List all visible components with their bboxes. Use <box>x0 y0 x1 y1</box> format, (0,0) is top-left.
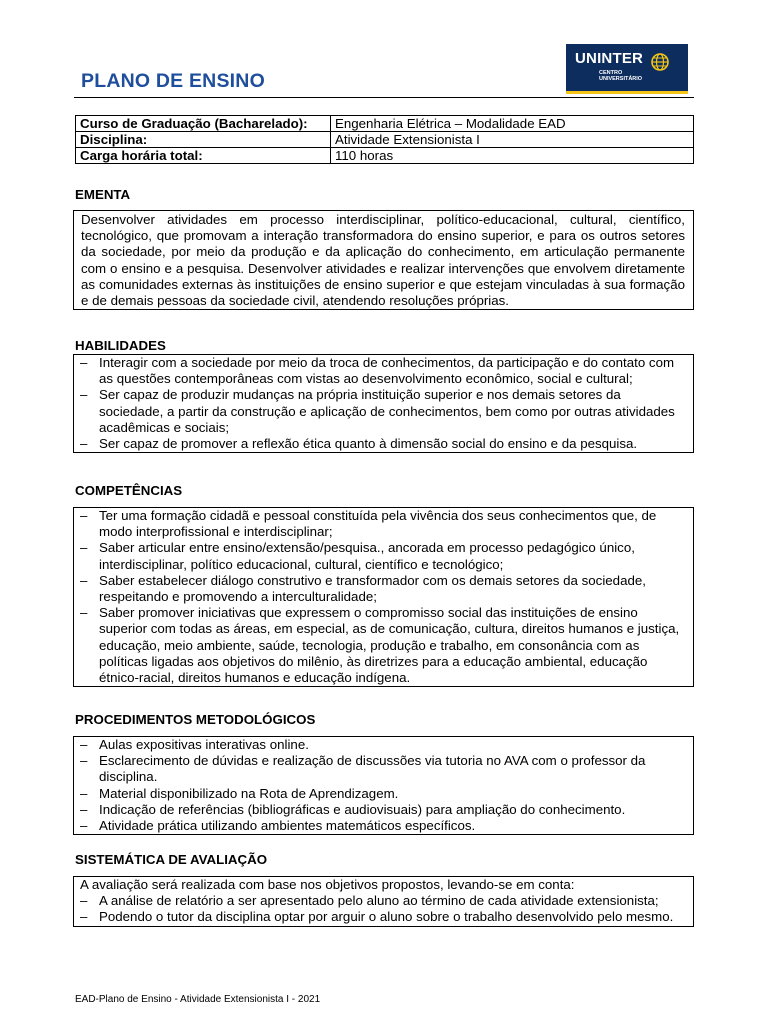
ementa-heading: EMENTA <box>75 187 131 202</box>
title-divider <box>74 97 694 98</box>
table-row <box>76 116 694 132</box>
list-item: – A análise de relatório a ser apresentado pelo aluno ao término de cada atividade extensionista; <box>80 893 687 909</box>
list-item: – Saber promover iniciativas que expressem o compromisso social das instituições de ensino superior com todas as áreas, em especial, as de comunicação, cultura, direitos humanos e justiça, educação, meio ambiente, saúde, tecnologia, produção e trabalho, em consonância com as políticas ligadas aos objetivos do milênio, às diretrizes para a educação ambiental, educação étnico-racial, direitos humanos e educação indígena. <box>80 605 687 686</box>
table-row <box>76 148 694 164</box>
discipline-label: Disciplina: <box>76 132 331 148</box>
globe-icon <box>650 52 670 72</box>
workload-label: Carga horária total: <box>76 148 331 164</box>
avaliacao-box <box>73 876 694 927</box>
list-item: – Saber articular entre ensino/extensão/pesquisa., ancorada em processo pedagógico único, interdisciplinar, político educacional, cultural, científico e tecnológico; <box>80 540 687 572</box>
avaliacao-heading: SISTEMÁTICA DE AVALIAÇÃO <box>75 852 268 867</box>
ementa-text: Desenvolver atividades em processo interdisciplinar, político-educacional, cultural, científico, tecnológico, que promovam a interação transformadora do ensino superior, e para os outros setores da sociedade, por meio da produção e da aplicação do conhecimento, em articulação permanente com o ensino e a pesquisa. Desenvolver atividades e realizar intervenções que envolvem diretamente as comunidades externas às instituições de ensino superior e que estejam vinculadas à sua formação e de demais pessoas da sociedade civil, atendendo resoluções próprias. <box>81 212 685 309</box>
logo-subtext: CENTRO UNIVERSITÁRIO <box>599 70 643 82</box>
list-item: – Atividade prática utilizando ambientes matemáticos específicos. <box>80 818 687 834</box>
page-footer: EAD-Plano de Ensino - Atividade Extensionista I - 2021 <box>75 994 321 1005</box>
list-item: – Interagir com a sociedade por meio da troca de conhecimentos, da participação e do contato com as questões contemporâneas com vistas ao desenvolvimento econômico, social e cultural; <box>80 355 687 387</box>
list-item: – Saber estabelecer diálogo construtivo e transformador com os demais setores da sociedade, respeitando e promovendo a interculturalidade; <box>80 573 687 605</box>
competencias-heading: COMPETÊNCIAS <box>75 483 183 498</box>
list-item: – Material disponibilizado na Rota de Aprendizagem. <box>80 786 687 802</box>
list-item: – Aulas expositivas interativas online. <box>80 737 687 753</box>
page-title: PLANO DE ENSINO <box>81 70 265 92</box>
uninter-logo <box>566 44 688 94</box>
procedimentos-heading: PROCEDIMENTOS METODOLÓGICOS <box>75 712 316 727</box>
course-label: Curso de Graduação (Bacharelado): <box>76 116 331 132</box>
habilidades-box <box>73 354 694 453</box>
course-info-table <box>75 115 694 164</box>
course-value: Engenharia Elétrica – Modalidade EAD <box>331 116 694 132</box>
list-item: – Ser capaz de produzir mudanças na própria instituição superior e nos demais setores da sociedade, a partir da construção e aplicação de conhecimentos, bem como por outras atividades acadêmicas e sociais; <box>80 387 687 436</box>
table-row <box>76 132 694 148</box>
habilidades-heading: HABILIDADES <box>75 338 166 353</box>
competencias-box <box>73 507 694 687</box>
workload-value: 110 horas <box>331 148 694 164</box>
logo-wordmark: UNINTER <box>575 50 644 67</box>
list-item: – Podendo o tutor da disciplina optar por arguir o aluno sobre o trabalho desenvolvido pelo mesmo. <box>80 909 687 925</box>
list-item: – Ser capaz de promover a reflexão ética quanto à dimensão social do ensino e da pesquisa. <box>80 436 687 452</box>
list-item: – Indicação de referências (bibliográficas e audiovisuais) para ampliação do conhecimento. <box>80 802 687 818</box>
avaliacao-intro: A avaliação será realizada com base nos objetivos propostos, levando-se em conta: <box>80 877 575 892</box>
procedimentos-box <box>73 736 694 835</box>
list-item: – Esclarecimento de dúvidas e realização de discussões via tutoria no AVA com o professor da disciplina. <box>80 753 687 785</box>
discipline-value: Atividade Extensionista I <box>331 132 694 148</box>
ementa-box <box>73 210 694 310</box>
list-item: – Ter uma formação cidadã e pessoal constituída pela vivência dos seus conhecimentos que, de modo interprofissional e interdisciplinar; <box>80 508 687 540</box>
